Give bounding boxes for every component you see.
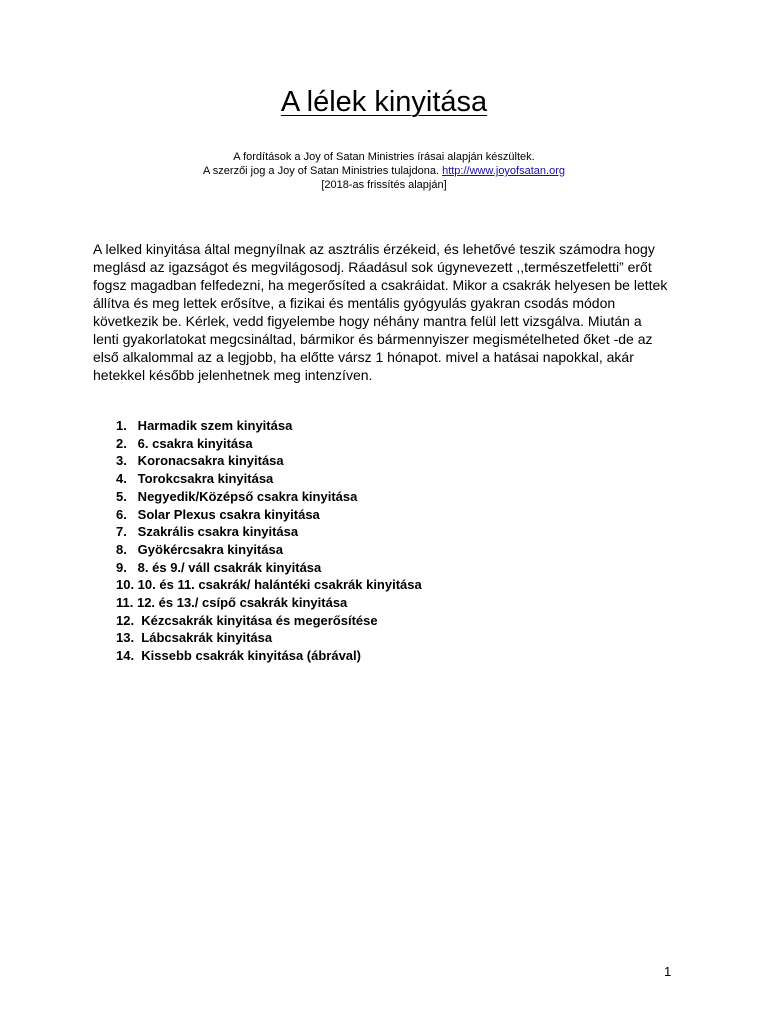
toc-item: 4. Torokcsakra kinyitása — [116, 471, 274, 487]
credits-copyright-line — [0, 164, 768, 178]
credits-update-note: [2018-as frissítés alapján] — [321, 179, 447, 191]
credits-block — [0, 150, 768, 192]
toc-item: 8. Gyökércsakra kinyitása — [116, 541, 283, 557]
toc-item: 14. Kissebb csakrák kinyitása (ábrával) — [116, 648, 361, 664]
intro-line: állítva és meg lettek erősítve, a fizikai és mentális gyógyulás gyakran csodás módon — [93, 295, 616, 311]
page-title: A lélek kinyitása — [280, 86, 488, 118]
toc-item: 7. Szakrális csakra kinyitása — [116, 524, 299, 540]
intro-line: első alkalommal az a legjobb, ha előtte vársz 1 hónapot. mivel a hatásai napokkal, akár — [93, 349, 634, 365]
toc-item: 13. Lábcsakrák kinyitása — [116, 630, 273, 646]
intro-line: meglásd az igazságot és megvilágosodj. Ráadásul sok úgynevezett ,,természetfeletti” erőt — [93, 259, 652, 275]
toc-item: 12. Kézcsakrák kinyitása és megerősítése — [116, 612, 378, 628]
toc-item: 9. 8. és 9./ váll csakrák kinyitása — [116, 559, 322, 575]
toc-item: 2. 6. csakra kinyitása — [116, 435, 253, 451]
toc-item: 6. Solar Plexus csakra kinyitása — [116, 506, 320, 522]
intro-line: fogsz magadban felfedezni, ha megerősíted a csakráidat. Mikor a csakrák helyesen be lettek — [93, 277, 668, 293]
toc-item: 10. 10. és 11. csakrák/ halántéki csakrák kinyitása — [116, 577, 422, 593]
table-of-contents — [116, 417, 422, 665]
credits-translation-note: A fordítások a Joy of Satan Ministries írásai alapján készültek. — [233, 151, 535, 163]
toc-item: 11. 12. és 13./ csípő csakrák kinyitása — [116, 595, 348, 611]
toc-item: 3. Koronacsakra kinyitása — [116, 453, 284, 469]
toc-item: 5. Negyedik/Középső csakra kinyitása — [116, 488, 358, 504]
joyofsatan-link[interactable]: http://www.joyofsatan.org — [442, 165, 565, 177]
intro-line: hetekkel később jelenhetnek meg intenzíven. — [93, 367, 373, 383]
intro-paragraph — [93, 240, 683, 384]
toc-item: 1. Harmadik szem kinyitása — [116, 418, 293, 433]
page-number: 1 — [664, 964, 672, 979]
intro-line: lenti gyakorlatokat megcsináltad, bármikor és bármennyiszer megismételheted őket -de az — [93, 331, 653, 347]
intro-line: A lelked kinyitása által megnyílnak az asztrális érzékeid, és lehetővé teszik számodra hogy — [93, 241, 655, 257]
credits-copyright-text: A szerzői jog a Joy of Satan Ministries tulajdona. — [203, 165, 443, 177]
intro-line: következik be. Kérlek, vedd figyelembe hogy néhány mantra felül lett vizsgálva. Miután a — [93, 313, 642, 329]
